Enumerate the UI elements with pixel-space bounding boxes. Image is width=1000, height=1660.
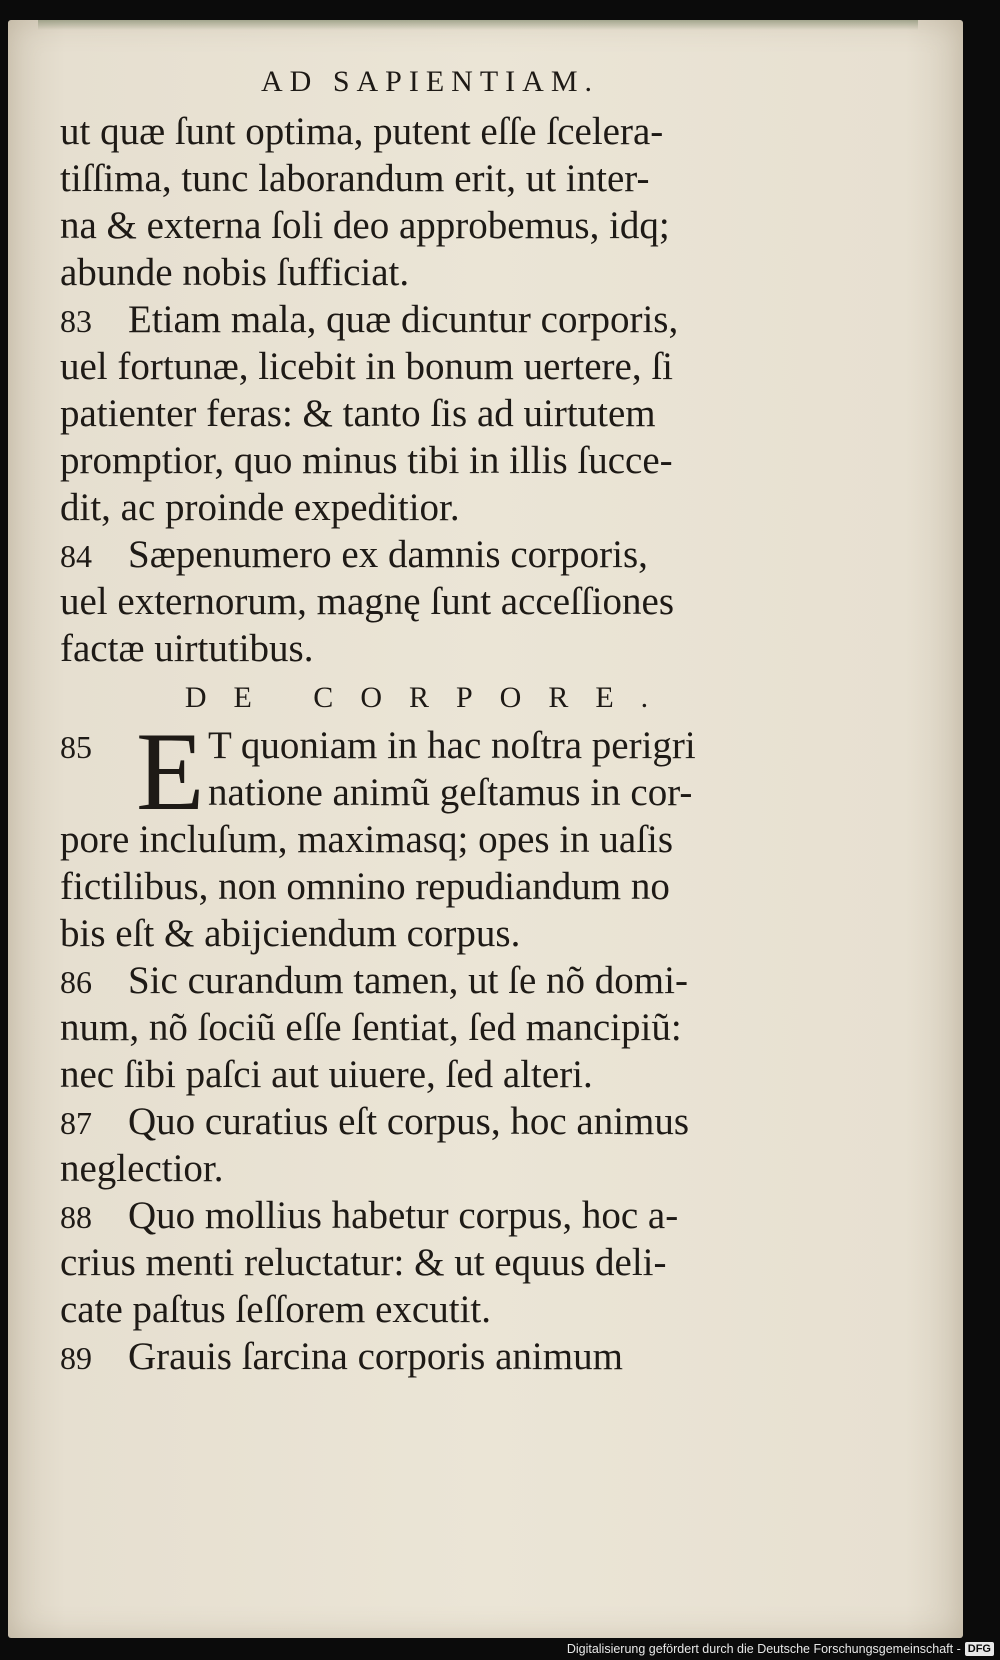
page-text: [60, 60, 800, 1380]
paragraph-86: [60, 957, 800, 1098]
paragraph-85: [60, 710, 800, 957]
text-line: uel externorum, magnę ſunt acceſſiones: [60, 580, 675, 623]
text-line: Sæpenumero ex damnis corporis,: [128, 533, 648, 576]
text-line: pore incluſum, maximasq; opes in uaſis: [60, 818, 674, 861]
text-line: tiſſima, tunc laborandum erit, ut inter-: [60, 157, 650, 200]
text-line: nec ſibi paſci aut uiuere, ſed alteri.: [60, 1053, 593, 1096]
page-edge-decoration: [38, 20, 918, 30]
text-line: na & externa ſoli deo approbemus, idq;: [60, 204, 670, 247]
text-line: num, nõ ſociũ eſſe ſentiat, ſed mancipiũ:: [60, 1006, 682, 1049]
text-line: patienter feras: & tanto ſis ad uirtutem: [60, 392, 656, 435]
text-line: natione animũ geſtamus in cor-: [208, 771, 693, 814]
text-line: cate paſtus ſeſſorem excutit.: [60, 1288, 491, 1331]
section-title: DE CORPORE.: [184, 681, 676, 714]
text-line: bis eſt & abijciendum corpus.: [60, 912, 521, 955]
text-line: neglectior.: [60, 1147, 224, 1190]
text-line: Quo mollius habetur corpus, hoc a-: [128, 1194, 679, 1237]
text-line: uel fortunæ, licebit in bonum uertere, ſi: [60, 345, 674, 388]
paragraph-number: 84: [60, 538, 92, 574]
text-line: factæ uirtutibus.: [60, 627, 314, 670]
paragraph-83: [60, 296, 800, 531]
paragraph-number: 87: [60, 1105, 92, 1141]
paragraph-88: [60, 1192, 800, 1333]
text-line: abunde nobis ſufficiat.: [60, 251, 410, 294]
digitization-credit: [567, 1642, 994, 1656]
text-line: Grauis ſarcina corporis animum: [128, 1335, 623, 1378]
text-line: ut quæ ſunt optima, putent eſſe ſcelera-: [60, 110, 664, 153]
text-line: Quo curatius eſt corpus, hoc animus: [128, 1100, 690, 1143]
paragraph-84: [60, 531, 800, 672]
paragraph-87: [60, 1098, 800, 1192]
credit-text: Digitalisierung gefördert durch die Deutsche Forschungsgemeinschaft -: [566, 1642, 961, 1656]
running-header: AD SAPIENTIAM.: [261, 65, 599, 98]
intro-paragraph: [60, 108, 800, 296]
text-line: dit, ac proinde expeditior.: [60, 486, 460, 529]
text-line: fictilibus, non omnino repudiandum no: [60, 865, 670, 908]
dfg-logo: DFG: [965, 1642, 994, 1656]
paragraph-number: 86: [60, 964, 92, 1000]
paragraph-number: 89: [60, 1340, 92, 1376]
paragraph-number: 83: [60, 303, 92, 339]
paragraph-number: 88: [60, 1199, 92, 1235]
text-line: Sic curandum tamen, ut ſe nõ domi-: [128, 959, 688, 1002]
text-line: Etiam mala, quæ dicuntur corporis,: [128, 298, 679, 341]
text-line: crius menti reluctatur: & ut equus deli-: [60, 1241, 667, 1284]
paragraph-number: 85: [60, 729, 92, 765]
paragraph-89: [60, 1333, 800, 1380]
text-line: promptior, quo minus tibi in illis ſucce-: [60, 439, 673, 482]
drop-cap: E: [136, 710, 205, 834]
text-line: T quoniam in hac noſtra perigri: [208, 724, 696, 767]
book-page: [8, 20, 963, 1638]
